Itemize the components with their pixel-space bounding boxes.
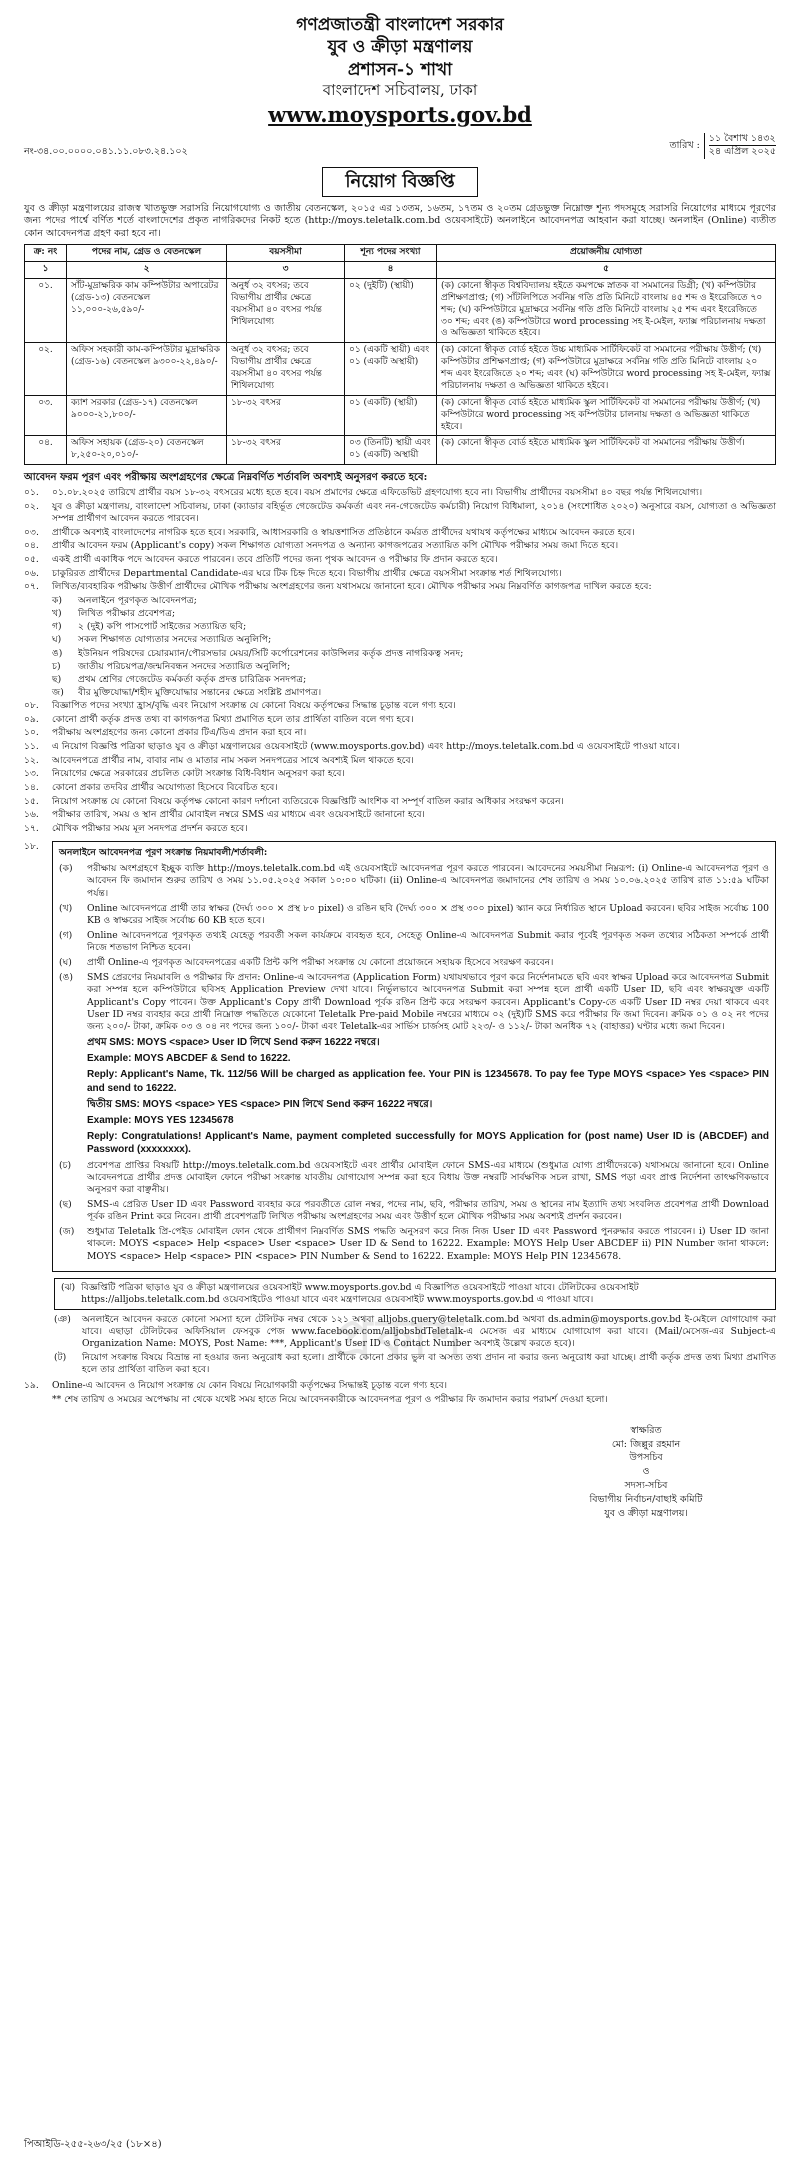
header-line-branch: প্রশাসন-১ শাখা <box>347 59 453 80</box>
list-item: ০১. ০১.০৮.২০২৫ তারিখে প্রার্থীর বয়স ১৮-৩২ বৎসরের মধ্যে হতে হবে। বয়স প্রমাণের ক্ষেত্রে এফিডেভিট গ্রহণযোগ্য হবে না। বিভাগীয় প্রার্থীদের বয়সসীমা ৪০ বছর পর্যন্ত শিথিলযোগ্য। <box>24 487 703 499</box>
cell-sl: ০৪. <box>25 436 67 465</box>
signatory-role: সদস্য-সচিব <box>624 1480 668 1491</box>
rules-number: ১৮. <box>24 841 39 853</box>
sms-reply: Reply: Applicant's Name, Tk. 112/56 Will be charged as application fee. Your PIN is 12345678. To pay fee Type MOYS <space> Yes <space> PIN and send to 16222. <box>87 1069 769 1094</box>
cell-post: অফিস সহকারী কাম-কম্পিউটার মুদ্রাক্ষরিক (গ্রেড-১৬) বেতনস্কেল ৯৩০০-২২,৪৯০/- <box>67 343 227 396</box>
conditions-list <box>24 487 776 835</box>
sms-example: Example: MOYS YES 12345678 <box>87 1114 234 1126</box>
list-item: ১২. আবেদনপত্রে প্রার্থীর নাম, বাবার নাম ও মাতার নাম সকল সনদপত্রের সাথে অবশ্যই মিল থাকতে হবে। <box>24 754 414 766</box>
list-item: ০৭. লিখিত/ব্যবহারিক পরীক্ষায় উত্তীর্ণ প্রার্থীদের মৌখিক পরীক্ষায় অংশগ্রহণের জন্য যথাসময়ে জানানো হবে। মৌখিক পরীক্ষার সময় নিম্নবর্ণিত কাগজপত্র দাখিল করতে হবে: <box>24 581 652 593</box>
cell-sl: ০৩. <box>25 395 67 436</box>
list-item: ০৫. একই প্রার্থী একাধিক পদে আবেদন করতে পারবেন। তবে প্রতিটি পদের জন্য পৃথক আবেদন ও পরীক্ষার ফি প্রদান করতে হবে। <box>24 554 498 566</box>
cell-age: অনুর্ধ ৩২ বৎসর; তবে বিভাগীয় প্রার্থীর ক্ষেত্রে বয়সসীমা ৪০ বৎসর পর্যন্ত শিথিলযোগ্য <box>227 343 345 396</box>
rule-item: (ছ) SMS-এ প্রেরিত User ID এবং Password ব্যবহার করে পরবর্তীতে রোল নম্বর, পদের নাম, ছবি, পরীক্ষার তারিখ, সময় ও স্থানের নাম ইত্যাদি তথ্য সংবলিত প্রবেশপত্র প্রার্থী Download পূর্বক রঙিন Print করে নিবেন। প্রার্থী প্রবেশপত্রটি লিখিত পরীক্ষায় অংশগ্রহণের সময় এবং উত্তীর্ণ হলে মৌখিক পরীক্ষার সময় অবশ্যই প্রদর্শন করবেন। <box>59 1198 769 1223</box>
col-header-qualification: প্রয়োজনীয় যোগ্যতা <box>437 245 776 262</box>
col-header-age: বয়সসীমা <box>227 245 345 262</box>
list-item: ০৩. প্রার্থীকে অবশ্যই বাংলাদেশের নাগরিক হতে হবে। সরকারি, আধাসরকারি ও স্বায়ত্তশাসিত প্রতিষ্ঠানে কর্মরত প্রার্থীদের যথাযথ কর্তৃপক্ষের মাধ্যমে আবেদন করতে হবে। <box>24 526 635 538</box>
list-item: ০৯. কোনো প্রার্থী কর্তৃক প্রদত্ত তথ্য বা কাগজপত্র মিথ্যা প্রমাণিত হলে তার প্রার্থিতা বাতিল বলে গণ্য হবে। <box>24 713 414 725</box>
doc-item: জ) বীর মুক্তিযোদ্ধা/শহীদ মুক্তিযোদ্ধার সন্তানের ক্ষেত্রে সংশ্লিষ্ট প্রমাণপত্র। <box>52 687 322 699</box>
doc-item: গ) ২ (দুই) কপি পাসপোর্ট সাইজের সত্যায়িত ছবি; <box>52 621 247 633</box>
col-num: ৫ <box>437 262 776 279</box>
col-header-post: পদের নাম, গ্রেড ও বেতনস্কেল <box>67 245 227 262</box>
cell-age: ১৮-৩২ বৎসর <box>227 436 345 465</box>
cell-sl: ০১. <box>25 278 67 342</box>
cell-count: ০১ (একটি স্থায়ী) এবং ০১ (একটি অস্থায়ী) <box>345 343 437 396</box>
online-rules-section <box>24 841 776 1272</box>
watermark-text: প্রকাশ <box>333 1309 467 1369</box>
col-num: ৪ <box>345 262 437 279</box>
signature-label: স্বাক্ষরিত <box>630 1424 662 1436</box>
date-label: তারিখ : <box>669 139 700 151</box>
table-row <box>25 395 776 436</box>
table-row <box>25 436 776 465</box>
cell-sl: ০২. <box>25 343 67 396</box>
posts-table <box>24 244 776 465</box>
doc-item: খ) লিখিত পরীক্ষার প্রবেশপত্র; <box>52 608 176 620</box>
after-box-list <box>54 1314 776 1376</box>
signatory-name: মো: জিল্লুর রহমান <box>611 1438 681 1450</box>
sms-instruction: প্রথম SMS: MOYS <space> User ID লিখে Send করুন 16222 নম্বরে। <box>87 1037 380 1049</box>
col-header-count: শূন্য পদের সংখ্যা <box>345 245 437 262</box>
cell-count: ০২ (দুইটি) (স্থায়ী) <box>345 278 437 342</box>
rules-box <box>52 841 776 1272</box>
signature-block <box>24 1424 776 1520</box>
doc-item: ঙ) ইউনিয়ন পরিষদের চেয়ারম্যান/পৌরসভার মেয়র/সিটি কর্পোরেশনের কাউন্সিলর কর্তৃক প্রদত্ত নাগরিকত্ব সনদ; <box>52 647 464 659</box>
table-row <box>25 343 776 396</box>
signatory-designation: উপসচিব <box>629 1452 663 1464</box>
table-row <box>25 278 776 342</box>
sms-reply: Reply: Congratulations! Applicant's Name, payment completed successfully for MOYS Application for (post name) User ID is (ABCDEF) and Password (xxxxxxxx). <box>87 1131 769 1156</box>
rules-title: অনলাইনে আবেদনপত্র পূরণ সংক্রান্ত নিয়মাবলী/শর্তাবলী: <box>59 847 268 859</box>
list-item: ১৬. পরীক্ষার তারিখ, সময় ও স্থান প্রার্থীর মোবাইল নম্বরে SMS এর মাধ্যমে এবং ওয়েবসাইটে জানানো হবে। <box>24 809 425 821</box>
sms-example: Example: MOYS ABCDEF & Send to 16222. <box>87 1053 291 1065</box>
cell-age: অনুর্ধ ৩২ বৎসর; তবে বিভাগীয় প্রার্থীর ক্ষেত্রে বয়সসীমা ৪০ বৎসর পর্যন্ত শিথিলযোগ্য <box>227 278 345 342</box>
footer-code: পিআইডি-২৫৫-২৬৩/২৫ (১৮×৪) <box>24 2138 162 2150</box>
list-item: (ঞ) অনলাইনে আবেদন করতে কোনো সমস্যা হলে টেলিটক নম্বর থেকে ১২১ অথবা alljobs.query@teletalk.com.bd অথবা ds.admin@moysports.gov.bd ই-মেইলে যোগাযোগ করা যাবে। এছাড়া টেলিটকের অফিসিয়াল ফেসবুক পেজ www.facebook.com/alljobsbdTeletalk-এ মেসেজ এর মাধ্যমে যোগাযোগ করা যাবে। (Mail/মেসেজ-এর Subject-এ Organization Name: MOYS, Post Name: ***, Applicant's User ID ও Contact Number অবশ্যই উল্লেখ করতে হবে)। <box>54 1313 776 1350</box>
intro-paragraph: যুব ও ক্রীড়া মন্ত্রণালয়ের রাজস্ব খাতভুক্ত সরাসরি নিয়োগযোগ্য ও জাতীয় বেতনস্কেল, ২০১৫ এর ১৩তম, ১৬তম, ১৭তম ও ২০তম গ্রেডভুক্ত নিম্নোক্ত শূন্য পদসমূহে সরাসরি নিয়োগের মাধ্যমে পূরণের জন্য পদের পার্শ্বে বর্ণিত শর্তে বাংলাদেশের প্রকৃত নাগরিকদের নিকট হতে (http://moys.teletalk.com.bd ওয়েবসাইটে) অনলাইনে আবেদনপত্র আহবান করা যাচ্ছে। অনলাইন (Online) ব্যতীত কোন আবেদনপত্র গ্রহণ করা হবে না। <box>24 202 776 239</box>
header-line-address: বাংলাদেশ সচিবালয়, ঢাকা <box>322 81 478 100</box>
date-box <box>670 133 777 159</box>
rule-item: (খ) Online আবেদনপত্রে প্রার্থী তার স্বাক্ষর (দৈর্ঘ্য ৩০০ × প্রস্থ ৮০ pixel) ও রঙিন ছবি (দৈর্ঘ্য ৩০০ × প্রস্থ ৩০০ pixel) স্ক্যান করে নির্ধারিত স্থানে Upload করবেন। ছবির সাইজ সর্বোচ্চ 100 KB ও স্বাক্ষরের সাইজ সর্বোচ্চ 60 KB হতে হবে। <box>59 902 769 926</box>
col-num: ১ <box>25 262 67 279</box>
list-item: ১৯. Online-এ আবেদন ও নিয়োগ সংক্রান্ত যে কোন বিষয়ে নিয়োগকারী কর্তৃপক্ষের সিদ্ধান্তই চূড়ান্ত বলে গণ্য হবে। <box>24 1380 448 1392</box>
rule-item: (ঘ) প্রার্থী Online-এ পূরণকৃত আবেদনপত্রের একটি প্রিন্ট কপি পরীক্ষা সংক্রান্ত যে কোনো প্রয়োজনে সহায়ক হিসেবে সংরক্ষণ করবেন। <box>59 957 554 969</box>
rule-item: (জ) শুধুমাত্র Teletalk প্রি-পেইড মোবাইল ফোন থেকে প্রার্থীগণ নিম্নবর্ণিত SMS পদ্ধতি অনুসরণ করে নিজ নিজ User ID এবং Password পুনরুদ্ধার করতে পারবেন। i) User ID জানা থাকলে: MOYS <space> Help <space> User <space> User ID & Send to 16222. Example: MOYS Help User ABCDEF ii) PIN Number জানা থাকলে: MOYS <space> Help <space> PIN <space> PIN Number & Send to 16222. Example: MOYS Help PIN 12345678. <box>59 1226 769 1262</box>
cell-post: ক্যাশ সরকার (গ্রেড-১৭) বেতনস্কেল ৯০০০-২১,৮০০/- <box>67 395 227 436</box>
website-note-box <box>54 1278 776 1310</box>
note-number: (ঝ) <box>61 1281 76 1293</box>
list-item: ১৪. কোনো প্রকার তদবির প্রার্থীর অযোগ্যতা হিসেবে বিবেচিত হবে। <box>24 782 278 794</box>
cell-count: ০১ (একটি) (স্থায়ী) <box>345 395 437 436</box>
col-num: ২ <box>67 262 227 279</box>
memo-number: নং-৩৪.০০.০০০০.০৪১.১১.০৮৩.২৪.১০২ <box>24 146 188 158</box>
date-bangla: ১১ বৈশাখ ১৪৩২ <box>709 133 776 147</box>
doc-item: চ) জাতীয় পরিচয়পত্র/জন্মনিবন্ধন সনদের সত্যায়িত অনুলিপি; <box>52 660 291 672</box>
list-item: ১১. এ নিয়োগ বিজ্ঞপ্তি পত্রিকা ছাড়াও যুব ও ক্রীড়া মন্ত্রণালয়ের ওয়েবসাইটে (www.moysports.gov.bd) এবং http://moys.teletalk.com.bd এ ওয়েবসাইটে পাওয়া যাবে। <box>24 741 680 753</box>
cell-qualification: (ক) কোনো স্বীকৃত বোর্ড হইতে উচ্চ মাধ্যমিক সার্টিফিকেট বা সমমানের পরীক্ষায় উত্তীর্ণ; (খ) কম্পিউটার প্রশিক্ষণপ্রাপ্ত; (গ) কম্পিউটারে মুদ্রাক্ষরে সর্বনিম্ন গতি প্রতি মিনিটে বাংলায় ২০ শব্দ এবং ইংরেজিতে ২০ শব্দ; এবং (ঘ) কম্পিউটারে word processing সহ ই-মেইল, ফ্যাক্স পরিচালনায় দক্ষতা ও অভিজ্ঞতা থাকিতে হইবে। <box>437 343 776 396</box>
conditions-title: আবেদন ফরম পূরণ এবং পরীক্ষায় অংশগ্রহণের ক্ষেত্রে নিম্নবর্ণিত শর্তাবলি অবশ্যই অনুসরণ করতে হবে: <box>24 472 428 484</box>
list-item: ১৭. মৌখিক পরীক্ষার সময় মূল সনদপত্র প্রদর্শন করতে হবে। <box>24 822 248 834</box>
rule-item: (ঙ) SMS প্রেরণের নিয়মাবলি ও পরীক্ষার ফি প্রদান: Online-এ আবেদনপত্র (Application Form) যথাযথভাবে পূরণ করে নির্দেশনামতে ছবি এবং স্বাক্ষর Upload করে আবেদনপত্র Submit করা সম্পন্ন হলে কম্পিউটারে ছবিসহ Application Preview দেখা যাবে। নির্ভুলভাবে আবেদনপত্র Submit করা সম্পন্ন হলে প্রার্থী একটি User ID, ছবি এবং স্বাক্ষরযুক্ত একটি Applicant's Copy পাবেন। উক্ত Applicant's Copy প্রার্থী Download পূর্বক রঙিন প্রিন্ট করে সংরক্ষণ করবেন। Applicant's Copy-তে একটি User ID নম্বর দেয়া থাকবে এবং User ID নম্বর ব্যবহার করে প্রার্থী নিম্নোক্ত পদ্ধতিতে যেকোনো Teletalk Pre-paid Mobile নম্বরের মাধ্যমে ০২ (দুই)টি SMS করে পরীক্ষার ফি জমা দিবেন। ক্রমিক ০১ ও ০২ নং পদের জন্য ২০০/- টাকা, ক্রমিক ০৩ ও ০৪ নং পদের জন্য ১০০/- টাকা এবং Teletalk-এর সার্ভিস চার্জসহ মোট ২২৩/- ও ১১২/- টাকা অনধিক ৭২ (বাহাত্তর) ঘণ্টার মধ্যে জমা দিবেন। <box>59 972 769 1032</box>
cell-post: অফিস সহায়ক (গ্রেড-২০) বেতনস্কেল ৮,২৫০-২০,০১০/- <box>67 436 227 465</box>
reference-row <box>24 133 776 159</box>
rule-item: (চ) প্রবেশপত্র প্রাপ্তির বিষয়টি http://moys.teletalk.com.bd ওয়েবসাইটে এবং প্রার্থীর মোবাইল ফোনে SMS-এর মাধ্যমে (শুধুমাত্র যোগ্য প্রার্থীদেরকে) যথাসময়ে জানানো হবে। Online আবেদনপত্রে প্রার্থীর প্রদত্ত মোবাইল ফোনে পরীক্ষা সংক্রান্ত যাবতীয় যোগাযোগ সম্পন্ন করা হবে বিধায় উক্ত নম্বরটি সার্বক্ষণিক সচল রাখা, SMS পড়া এবং প্রাপ্ত নির্দেশনা তাৎক্ষণিকভাবে অনুসরণ করা বাঞ্ছনীয়। <box>59 1159 769 1195</box>
cell-count: ০৩ (তিনটি) স্থায়ী এবং ০১ (একটি) অস্থায়ী <box>345 436 437 465</box>
signatory-and: ও <box>642 1466 650 1478</box>
signatory-committee: বিভাগীয় নির্বাচন/বাছাই কমিটি <box>589 1493 703 1505</box>
sms-instruction: দ্বিতীয় SMS: MOYS <space> YES <space> PIN লিখে Send করুন 16222 নম্বরে। <box>87 1098 433 1110</box>
note-text: বিজ্ঞপ্তিটি পত্রিকা ছাড়াও যুব ও ক্রীড়া মন্ত্রণালয়ের ওয়েবসাইট www.moysports.gov.bd এ বিজ্ঞাপিত ওয়েবসাইটে পাওয়া যাবে। টেলিটকের ওয়েবসাইট https://alljobs.teletalk.com.bd ওয়েবসাইটেও পাওয়া যাবে এবং মন্ত্রণালয়ের ওয়েবসাইট www.moysports.gov.bd এ পাওয়া যাবে। <box>81 1281 639 1305</box>
col-header-sl: ক্র: নং <box>25 245 67 262</box>
final-list <box>24 1380 776 1406</box>
list-item: ** শেষ তারিখ ও সময়ের অপেক্ষায় না থেকে যথেষ্ট সময় হাতে নিয়ে আবেদনকারীকে আবেদনপত্র পূরণ ও পরীক্ষার ফি জমাদান করার পরামর্শ দেওয়া হলো। <box>52 1393 608 1405</box>
doc-item: ঘ) সকল শিক্ষাগত যোগ্যতার সনদের সত্যায়িত অনুলিপি; <box>52 634 272 646</box>
header-line-ministry: যুব ও ক্রীড়া মন্ত্রণালয় <box>327 37 473 58</box>
list-item: ০৮. বিজ্ঞাপিত পদের সংখ্যা হ্রাস/বৃদ্ধি এবং নিয়োগ সংক্রান্ত যে কোনো বিষয়ে কর্তৃপক্ষের সিদ্ধান্ত চূড়ান্ত বলে গণ্য হবে। <box>24 700 456 712</box>
date-english: ২৪ এপ্রিল ২০২৫ <box>708 146 776 158</box>
cell-age: ১৮-৩২ বৎসর <box>227 395 345 436</box>
doc-item: ক) অনলাইনে পূরণকৃত আবেদনপত্র; <box>52 595 197 607</box>
header <box>24 14 776 129</box>
cell-qualification: (ক) কোনো স্বীকৃত বোর্ড হইতে মাধ্যমিক স্কুল সার্টিফিকেট বা সমমানের পরীক্ষায় উত্তীর্ণ। <box>437 436 776 465</box>
col-num: ৩ <box>227 262 345 279</box>
list-item: ১০. পরীক্ষায় অংশগ্রহণের জন্য কোনো প্রকার টিএ/ডিএ প্রদান করা হবে না। <box>24 727 307 739</box>
list-item: (ট) নিয়োগ সংক্রান্ত বিষয়ে বিভ্রান্ত না হওয়ার জন্য অনুরোধ করা হলো। প্রার্থীকে কোনো প্রকার ভুল বা অসত্য তথ্য প্রদান না করার জন্য অনুরোধ করা যাচ্ছে। প্রার্থী কর্তৃক প্রদত্ত তথ্য মিথ্যা প্রমাণিত হলে তার প্রার্থিতা বাতিল করা হবে। <box>54 1351 776 1376</box>
doc-item: ছ) প্রথম শ্রেণির গেজেটেড কর্মকর্তা কর্তৃক প্রদত্ত চারিত্রিক সনদপত্র; <box>52 673 307 685</box>
header-line-govt: গণপ্রজাতন্ত্রী বাংলাদেশ সরকার <box>296 15 504 35</box>
cell-qualification: (ক) কোনো স্বীকৃত বিশ্ববিদ্যালয় হইতে কমপক্ষে স্নাতক বা সমমানের ডিগ্রী; (খ) কম্পিউটার প্রশিক্ষণপ্রাপ্ত; (গ) সাঁটলিপিতে সর্বনিম্ন গতি প্রতি মিনিটে বাংলায় ৪৫ শব্দ ও ইংরেজিতে ৭০ শব্দ; (ঘ) কম্পিউটারে মুদ্রাক্ষরে সর্বনিম্ন গতি প্রতি মিনিটে বাংলায় ২৫ শব্দ এবং ইংরেজিতে ৩০ শব্দ; এবং (ঙ) কম্পিউটারে word processing সহ ই-মেইল, ফ্যাক্স পরিচালনায় দক্ষতা ও অভিজ্ঞতা থাকিতে হইবে। <box>437 278 776 342</box>
cell-qualification: (ক) কোনো স্বীকৃত বোর্ড হইতে মাধ্যমিক স্কুল সার্টিফিকেট বা সমমানের পরীক্ষায় উত্তীর্ণ; (খ) কম্পিউটারে word processing সহ কম্পিউটার চালনায় দক্ষতা ও অভিজ্ঞতা থাকিতে হইবে। <box>437 395 776 436</box>
header-website-link[interactable]: www.moysports.gov.bd <box>268 102 532 128</box>
list-item: ১৩. নিয়োগের ক্ষেত্রে সরকারের প্রচলিত কোটা সংক্রান্ত বিধি-বিধান অনুসরণ করা হবে। <box>24 768 345 780</box>
signatory-ministry: যুব ও ক্রীড়া মন্ত্রণালয়। <box>604 1507 688 1519</box>
rule-item: (গ) Online আবেদনপত্রে পূরণকৃত তথ্যই যেহেতু পরবর্তী সকল কার্যক্রমে ব্যবহৃত হবে, সেহেতু Online-এ আবেদনপত্র Submit করার পূর্বেই পূরণকৃত সকল তথ্যের সঠিকতা সম্পর্কে প্রার্থী নিজে শতভাগ নিশ্চিত হবেন। <box>59 929 769 954</box>
list-item: ০৬. চাকুরিরত প্রার্থীদের Departmental Candidate-এর ঘরে টিক চিহ্ন দিতে হবে। বিভাগীয় প্রার্থীর ক্ষেত্রে বয়সসীমা সংক্রান্ত শর্ত শিথিলযোগ্য। <box>24 567 562 579</box>
rule-item: (ক) পরীক্ষায় অংশগ্রহণে ইচ্ছুক ব্যক্তি http://moys.teletalk.com.bd এই ওয়েবসাইটে আবেদনপত্র পূরণ করতে পারবেন। আবেদনের সময়সীমা নিম্নরূপ: (i) Online-এ আবেদনপত্র পূরণ ও আবেদন ফি জমাদান শুরুর তারিখ ও সময় ১১.০৫.২০২৫ সকাল ১০:০০ ঘটিকা। (ii) Online-এ আবেদনপত্র জমাদানের শেষ তারিখ ও সময় ১০.০৬.২০২৫ তারিখ রাত ১১:৫৯ ঘটিকা পর্যন্ত। <box>59 863 769 899</box>
cell-post: সাঁট-মুদ্রাক্ষরিক কাম কম্পিউটার অপারেটর (গ্রেড-১৩) বেতনস্কেল ১১,০০০-২৬,৫৯০/- <box>67 278 227 342</box>
notice-title: নিয়োগ বিজ্ঞপ্তি <box>322 167 477 197</box>
list-item: ০২. যুব ও ক্রীড়া মন্ত্রণালয়, বাংলাদেশ সচিবালয়, ঢাকা (ক্যাডার বহির্ভূত গেজেটেড কর্মকর্তা এবং নন-গেজেটেড কর্মচারী) নিয়োগ বিধিমালা, ২০১৪ (সংশোধিত ২০২০) অনুসারে বয়স, যোগ্যতা ও অভিজ্ঞতা সম্পন্ন প্রার্থীগণ আবেদন করতে পারবেন। <box>24 501 776 525</box>
list-item: ১৫. নিয়োগ সংক্রান্ত যে কোনো বিষয়ে কর্তৃপক্ষ কোনো কারণ দর্শানো ব্যতিরেকে বিজ্ঞপ্তিটি আংশিক বা সম্পূর্ণ বাতিল করার অধিকার সংরক্ষণ করেন। <box>24 795 564 807</box>
list-item: ০৪. প্রার্থীর আবেদন ফরম (Applicant's copy) সকল শিক্ষাগত যোগ্যতা সনদপত্র ও অন্যান্য কাগজপত্রের সত্যায়িত কপি মৌখিক পরীক্ষার সময় জমা দিতে হবে। <box>24 540 619 552</box>
